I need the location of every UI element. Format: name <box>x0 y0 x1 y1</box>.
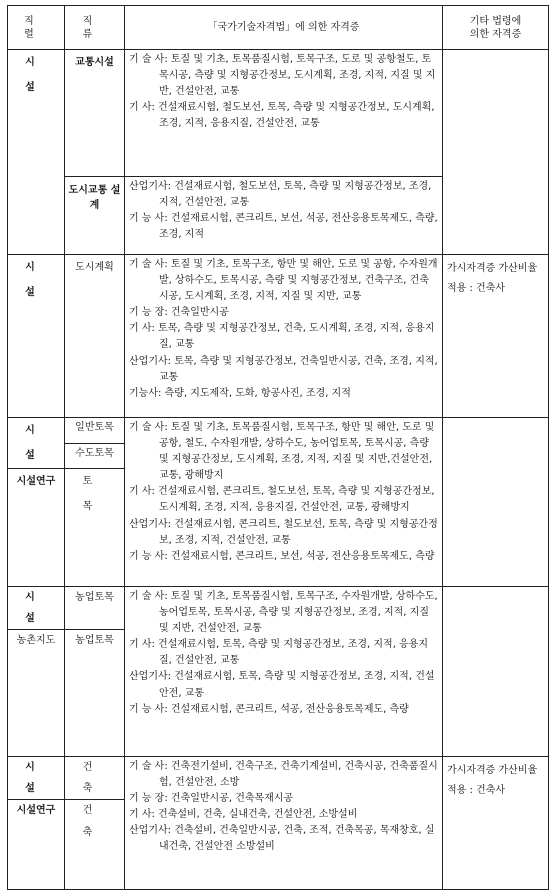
job-category-cell: 농업토목 <box>65 630 125 757</box>
job-series-cell: 시설연구 <box>8 800 65 890</box>
qual-entry: 기 능 장: 건축일반시공, 건축목재시공 <box>129 793 294 805</box>
job-series-cell: 시 설 <box>8 255 65 418</box>
job-category-cell: 건 축 <box>65 757 125 800</box>
other-qualification-cell: 가시자격증 가산비율 적용 : 건축사 <box>443 757 549 890</box>
other-qualification-cell <box>443 50 549 255</box>
qualification-cell <box>125 418 443 587</box>
job-category-cell: 건 축 <box>65 800 125 890</box>
qual-entry: 산업기사: 건설재료시험, 철도보선, 토목, 측량 및 지형공간정보, 조경, 지적, 건설안전, 교통 <box>129 181 432 209</box>
job-category-cell: 교통시설 <box>65 50 125 177</box>
qualification-cell <box>125 587 443 757</box>
job-category-cell: 도시교통 설 계 <box>65 177 125 255</box>
qual-entry: 기 사: 건설재료시험, 콘크리트, 철도보선, 토목, 측량 및 지형공간정보, 도시계획, 조경, 지적, 응용지질, 건설안전, 교통, 광해방지 <box>129 486 435 514</box>
qual-entry: 기 사: 건설재료시험, 철도보선, 토목, 측량 및 지형공간정보, 도시계획, 조경, 지적, 응용지질, 건설안전, 교통 <box>129 102 435 130</box>
table-row <box>8 587 549 630</box>
job-series-cell: 시 설 <box>8 418 65 469</box>
other-qualification-cell <box>443 587 549 757</box>
job-series-cell: 시 설 <box>8 50 65 255</box>
header-qualification: 「국가기술자격법」에 의한 자격증 <box>125 6 443 50</box>
job-series-cell: 시 설 <box>8 757 65 800</box>
qual-entry: 기 사: 토목, 측량 및 지형공간정보, 건축, 도시계획, 조경, 지적, 응용지질, 교통 <box>129 323 435 351</box>
qual-entry: 기 사: 건축설비, 건축, 실내건축, 건설안전, 소방설비 <box>129 809 358 821</box>
qual-entry: 기 사: 건설재료시험, 토목, 측량 및 지형공간정보, 조경, 지적, 응용지질, 건설안전, 교통 <box>129 639 429 667</box>
table-row <box>8 50 549 177</box>
job-series-cell: 시 설 <box>8 587 65 630</box>
job-category-cell: 농업토목 <box>65 587 125 630</box>
table-row <box>8 255 549 418</box>
qual-entry: 기 술 사: 토질 및 기초, 토목구조, 항만 및 해안, 도로 및 공항, 수자원개발, 상하수도, 토목시공, 측량 및 지형공간정보, 건축구조, 건축시공, 도시계획, 조경, 지적, 지질 및 지반, 교통 <box>129 259 438 303</box>
qual-entry: 산업기사: 토목, 측량 및 지형공간정보, 건축일반시공, 건축, 조경, 지적, 교통 <box>129 355 438 383</box>
qual-entry: 기 술 사: 토질 및 기초, 토목품질시험, 토목구조, 수자원개발, 상하수도, 농어업토목, 토목시공, 측량 및 지형공간정보, 조경, 지적, 지질 및 지반, 건설안전, 교통 <box>129 591 438 635</box>
qualification-cell <box>125 757 443 890</box>
table-row <box>8 757 549 800</box>
table-header-row <box>8 6 549 50</box>
header-job-category: 직 류 <box>65 6 125 50</box>
table-row <box>8 418 549 444</box>
qual-entry: 기능사: 측량, 지도제작, 도화, 항공사진, 조경, 지적 <box>129 387 351 399</box>
job-category-cell: 도시계획 <box>65 255 125 418</box>
qualification-table <box>7 5 549 890</box>
qual-entry: 기 술 사: 건축전기설비, 건축구조, 건축기계설비, 건축시공, 건축품질시험, 건설안전, 소방 <box>129 761 438 789</box>
job-category-cell: 토 목 <box>65 469 125 587</box>
qual-entry: 산업기사: 건설재료시험, 콘크리트, 철도보선, 토목, 측량 및 지형공간정보, 조경, 지적, 건설안전, 교통 <box>129 518 438 546</box>
qual-entry: 기 능 사: 건설재료시험, 콘크리트, 보선, 석공, 전산응용토목제도, 측량 <box>129 550 435 562</box>
other-qualification-cell: 가시자격증 가산비율 적용 : 건축사 <box>443 255 549 418</box>
job-category-cell: 일반토목 <box>65 418 125 444</box>
other-qualification-cell <box>443 418 549 587</box>
job-series-cell: 농촌지도 <box>8 630 65 757</box>
qualification-cell <box>125 255 443 418</box>
job-category-cell: 수도토목 <box>65 443 125 469</box>
qual-entry: 기 능 사: 건설재료시험, 콘크리트, 보선, 석공, 전산응용토목제도, 측량, 조경, 지적 <box>129 213 438 241</box>
qualification-cell <box>125 177 443 255</box>
qual-entry: 기 능 장: 건축일반시공 <box>129 307 229 319</box>
qual-entry: 산업기사: 건설재료시험, 토목, 측량 및 지형공간정보, 조경, 지적, 건설안전, 교통 <box>129 671 435 699</box>
header-other-qualification: 기타 법령에 의한 자격증 <box>443 6 549 50</box>
qual-entry: 기 능 사: 건설재료시험, 콘크리트, 석공, 전산응용토목제도, 측량 <box>129 703 409 715</box>
qual-entry: 기 술 사: 토질 및 기초, 토목품질시험, 토목구조, 도로 및 공항철도, 토목시공, 측량 및 지형공간정보, 도시계획, 조경, 지적, 지질 및 지반, 건설안전, 교통 <box>129 54 436 98</box>
job-series-cell: 시설연구 <box>8 469 65 587</box>
qualification-cell <box>125 50 443 177</box>
qual-entry: 산업기사: 건축설비, 건축일반시공, 건축, 조적, 건축목공, 목재창호, 실내건축, 건설안전 소방설비 <box>129 825 435 853</box>
qual-entry: 기 술 사: 토질 및 기초, 토목품질시험, 토목구조, 항만 및 해안, 도로 및 공항, 철도, 수자원개발, 상하수도, 농어업토목, 토목시공, 측량 및 지형공간정보, 도시계획, 조경, 지적, 지질 및 지반,건설안전, 교통, 광해방지 <box>129 422 435 482</box>
header-job-series: 직 렬 <box>8 6 65 50</box>
